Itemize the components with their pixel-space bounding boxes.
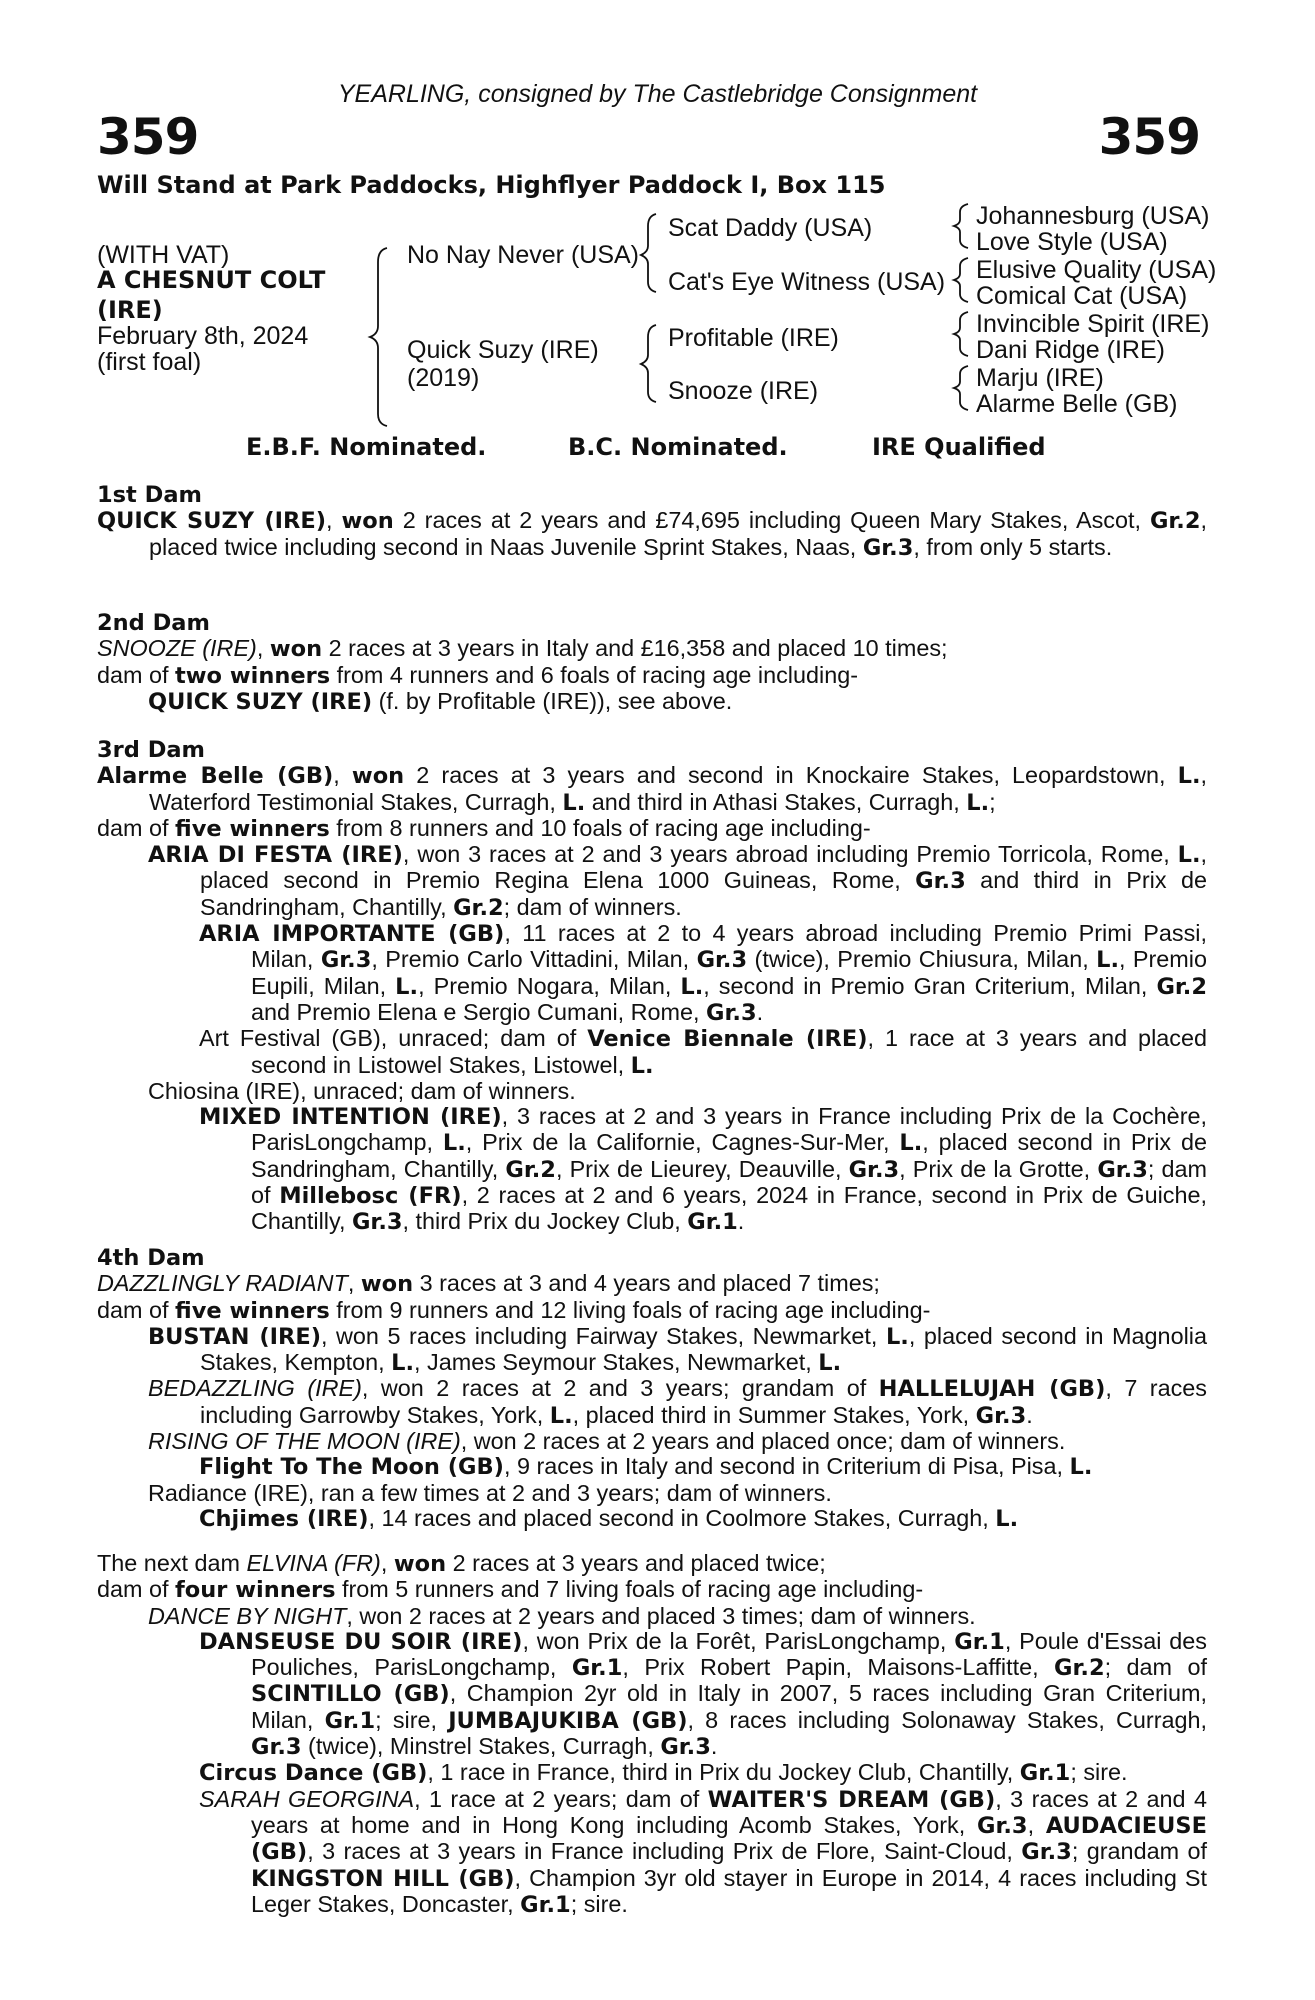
brace-g1 — [954, 204, 968, 248]
section-heading: 3rd Dam — [97, 737, 205, 763]
section-heading: 4th Dam — [97, 1245, 205, 1271]
section-heading: 1st Dam — [97, 482, 202, 508]
progeny-entry: Flight To The Moon (GB), 9 races in Italy and second in Criterium di Pisa, Pisa, L. — [199, 1453, 1093, 1481]
sire-dam-name: Cat's Eye Witness (USA) — [668, 268, 946, 296]
third-dam-section — [97, 737, 1207, 1236]
ggp-6: Dani Ridge (IRE) — [976, 336, 1165, 364]
second-dam-produce: dam of two winners from 4 runners and 6 foals of racing age including- — [97, 661, 859, 689]
ggp-8: Alarme Belle (GB) — [976, 390, 1178, 418]
brace-g2 — [954, 258, 968, 302]
progeny-entry: ARIA DI FESTA (IRE), won 3 races at 2 and 3 years abroad including Premio Torricola, Rome, L., placed second in Premio Regina Elena 1000 Guineas, Rome, Gr.3 and third in Prix de Sandringham, Chantilly, Gr.2; dam of winners. — [148, 841, 1208, 921]
progeny-entry: BEDAZZLING (IRE), won 2 races at 2 and 3 years; grandam of HALLELUJAH (GB), 7 races including Garrowby Stakes, York, L., placed third in Summer Stakes, York, Gr.3. — [148, 1375, 1208, 1429]
progeny-entry: RISING OF THE MOON (IRE), won 2 races at 2 years and placed once; dam of winners. — [148, 1428, 1066, 1455]
ggp-5: Invincible Spirit (IRE) — [976, 310, 1210, 338]
section-heading: 2nd Dam — [97, 610, 210, 636]
bc-nominated: B.C. Nominated. — [568, 433, 788, 461]
progeny-entry: DANSEUSE DU SOIR (IRE), won Prix de la Forêt, ParisLongchamp, Gr.1, Poule d'Essai des Pouliches, ParisLongchamp, Gr.1, Prix Robert Papin, Maisons-Laffitte, Gr.2; dam of SCINTILLO (GB), Champion 2yr old in Italy in 2007, 5 races including Gran Criterium, Milan, Gr.1; sire, JUMBAJUKIBA (GB), 8 races including Solonaway Stakes, Curragh, Gr.3 (twice), Minstrel Stakes, Curragh, Gr.3. — [199, 1627, 1208, 1761]
next-dam-record: The next dam ELVINA (FR), won 2 races at 3 years and placed twice; — [97, 1550, 826, 1577]
ggp-4: Comical Cat (USA) — [976, 282, 1188, 310]
ggp-2: Love Style (USA) — [976, 228, 1168, 256]
progeny-entry: SARAH GEORGINA, 1 race at 2 years; dam of WAITER'S DREAM (GB), 3 races at 2 and 4 years at home and in Hong Kong including Acomb Stakes, York, Gr.3, AUDACIEUSE (GB), 3 races at 3 years in France including Prix de Flore, Saint-Cloud, Gr.3; grandam of KINGSTON HILL (GB), Champion 3yr old stayer in Europe in 2014, 4 races including St Leger Stakes, Doncaster, Gr.1; sire. — [199, 1785, 1208, 1918]
progeny-entry: MIXED INTENTION (IRE), 3 races at 2 and 3 years in France including Prix de la Cochère, ParisLongchamp, L., Prix de la Californie, Cagnes-Sur-Mer, L., placed second in Prix de Sandringham, Chantilly, Gr.2, Prix de Lieurey, Deauville, Gr.3, Prix de la Grotte, Gr.3; dam of Millebosc (FR), 2 races at 2 and 6 years, 2024 in France, second in Prix de Guiche, Chantilly, Gr.3, third Prix du Jockey Club, Gr.1. — [199, 1103, 1208, 1236]
horse-name-country: (IRE) — [97, 296, 163, 324]
ebf-nominated: E.B.F. Nominated. — [246, 433, 487, 461]
lot-number-right: 359 — [1098, 108, 1200, 166]
progeny-entry: Art Festival (GB), unraced; dam of Venice Biennale (IRE), 1 race at 3 years and placed second in Listowel Stakes, Listowel, L. — [199, 1025, 1207, 1079]
ggp-1: Johannesburg (USA) — [976, 202, 1210, 230]
sire-name: No Nay Never (USA) — [407, 241, 639, 269]
fourth-dam-record: DAZZLINGLY RADIANT, won 3 races at 3 and 4 years and placed 7 times; — [97, 1270, 880, 1298]
lot-number-left: 359 — [97, 108, 199, 166]
brace-g4 — [954, 366, 968, 410]
ire-qualified: IRE Qualified — [872, 433, 1046, 461]
progeny-entry: ARIA IMPORTANTE (GB), 11 races at 2 to 4 years abroad including Premio Primi Passi, Milan, Gr.3, Premio Carlo Vittadini, Milan, Gr.3 (twice), Premio Chiusura, Milan, L., Premio Eupili, Milan, L., Premio Nogara, Milan, L., second in Premio Gran Criterium, Milan, Gr.2 and Premio Elena e Sergio Cumani, Rome, Gr.3. — [199, 920, 1207, 1026]
progeny-entry: DANCE BY NIGHT, won 2 races at 2 years and placed 3 times; dam of winners. — [148, 1602, 976, 1629]
first-dam-record: QUICK SUZY (IRE), won 2 races at 2 years and £74,695 including Queen Mary Stakes, Ascot, Gr.2, placed twice including second in Naas Juvenile Sprint Stakes, Naas, Gr.3, from only 5 starts. — [97, 507, 1207, 561]
stand-location: Will Stand at Park Paddocks, Highflyer Paddock I, Box 115 — [97, 171, 886, 199]
first-dam-section — [97, 482, 1207, 561]
brace-g3 — [954, 312, 968, 356]
ggp-7: Marju (IRE) — [976, 364, 1104, 392]
dam-name: Quick Suzy (IRE) — [407, 336, 599, 364]
progeny-entry: BUSTAN (IRE), won 5 races including Fairway Stakes, Newmarket, L., placed second in Magnolia Stakes, Kempton, L., James Seymour Stakes, Newmarket, L. — [148, 1322, 1207, 1377]
sire-sire-name: Scat Daddy (USA) — [668, 214, 873, 242]
fourth-dam-produce: dam of five winners from 9 runners and 12 living foals of racing age including- — [97, 1296, 931, 1324]
progeny-entry: Radiance (IRE), ran a few times at 2 and 3 years; dam of winners. — [148, 1479, 832, 1506]
third-dam-record: Alarme Belle (GB), won 2 races at 3 years and second in Knockaire Stakes, Leopardstown, L., Waterford Testimonial Stakes, Curragh, L. and third in Athasi Stakes, Curragh, L.; — [97, 762, 1208, 816]
dam-name: QUICK SUZY (IRE) — [97, 508, 327, 535]
brace-sire-parents — [641, 214, 656, 292]
vat-note: (WITH VAT) — [97, 241, 230, 269]
fourth-dam-section — [97, 1245, 1207, 1532]
second-dam-section — [97, 610, 1207, 715]
foaling-date: February 8th, 2024 — [97, 322, 309, 350]
brace-dam-parents — [641, 325, 656, 402]
horse-name: A CHESNUT COLT — [97, 266, 326, 294]
progeny-entry: Chiosina (IRE), unraced; dam of winners. — [148, 1077, 576, 1104]
third-dam-produce: dam of five winners from 8 runners and 10 foals of racing age including- — [97, 814, 871, 842]
consignment-line: YEARLING, consigned by The Castlebridge Consignment — [337, 80, 978, 108]
progeny-entry: Circus Dance (GB), 1 race in France, third in Prix du Jockey Club, Chantilly, Gr.1; sire. — [199, 1759, 1128, 1787]
dam-sire-name: Profitable (IRE) — [668, 324, 839, 352]
dam-year: (2019) — [407, 364, 480, 392]
second-dam-record: SNOOZE (IRE), won 2 races at 3 years in Italy and £16,358 and placed 10 times; — [97, 635, 948, 663]
brace-parents — [370, 248, 387, 426]
next-dam-produce: dam of four winners from 5 runners and 7 living foals of racing age including- — [97, 1576, 924, 1604]
next-dam-section — [97, 1551, 1207, 1918]
foal-note: (first foal) — [97, 348, 202, 376]
ggp-3: Elusive Quality (USA) — [976, 256, 1217, 284]
progeny-entry: Chjimes (IRE), 14 races and placed second in Coolmore Stakes, Curragh, L. — [199, 1504, 1019, 1532]
progeny-entry: QUICK SUZY (IRE) (f. by Profitable (IRE)), see above. — [148, 687, 733, 715]
dam-dam-name: Snooze (IRE) — [668, 377, 819, 405]
